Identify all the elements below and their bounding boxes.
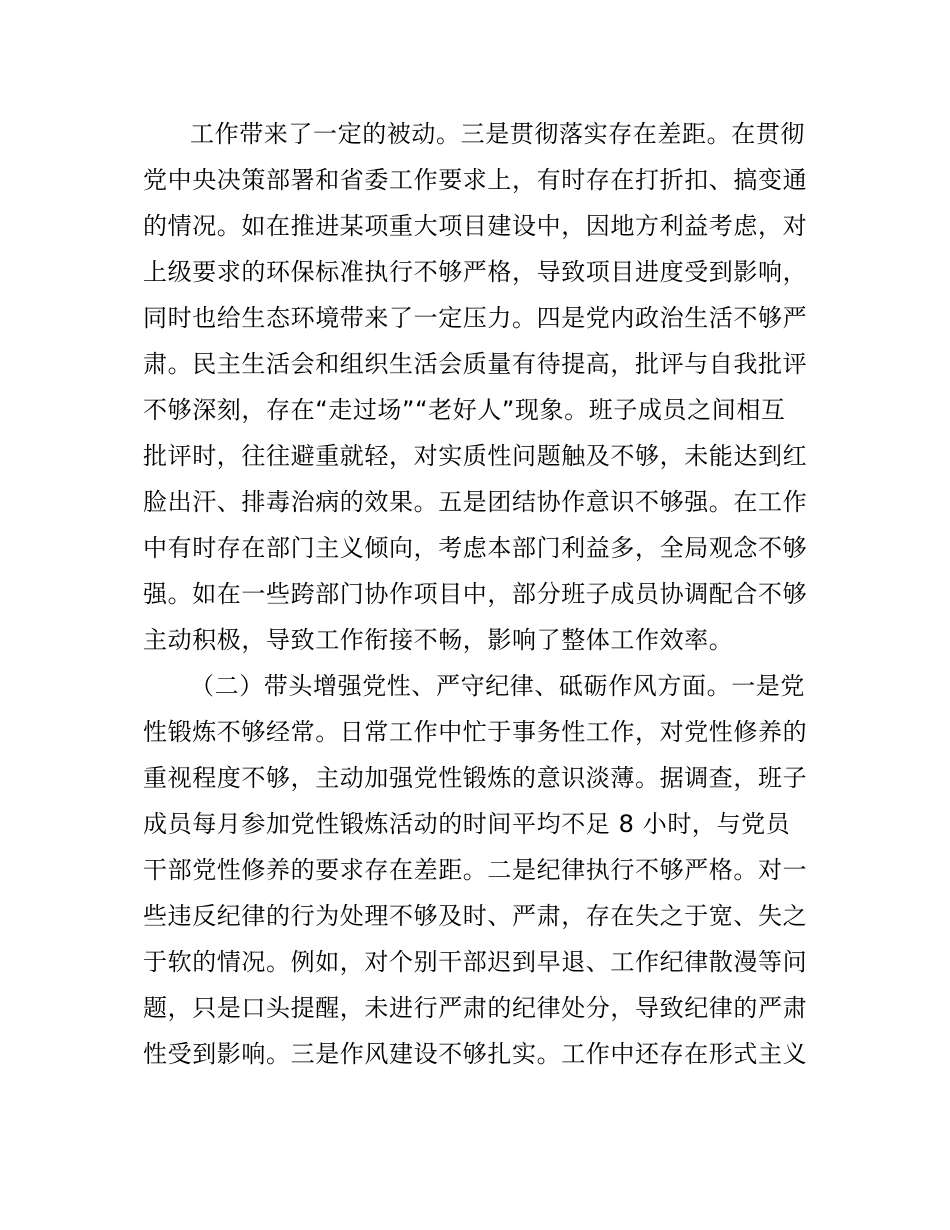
paragraph-line: 重视程度不够，主动加强党性锻炼的意识淡薄。据调查，班子 [143, 764, 808, 792]
paragraph-line: 工作带来了一定的被动。三是贯彻落实存在差距。在贯彻 [190, 120, 805, 148]
paragraph-line: 成员每月参加党性锻炼活动的时间平均不足 8 小时，与党员 [143, 810, 791, 838]
paragraph-line: 中有时存在部门主义倾向，考虑本部门利益多，全局观念不够 [143, 534, 808, 562]
paragraph-line: 批评时，往往避重就轻，对实质性问题触及不够，未能达到红 [143, 442, 808, 470]
paragraph-line: 题，只是口头提醒，未进行严肃的纪律处分，导致纪律的严肃 [143, 994, 808, 1022]
paragraph-line: 脸出汗、排毒治病的效果。五是团结协作意识不够强。在工作 [143, 488, 808, 516]
paragraph-line: 强。如在一些跨部门协作项目中，部分班子成员协调配合不够 [143, 580, 808, 608]
paragraph-line: 同时也给生态环境带来了一定压力。四是党内政治生活不够严 [143, 304, 808, 332]
section-heading-line: （二）带头增强党性、严守纪律、砥砺作风方面。一是党 [190, 672, 805, 700]
paragraph-line: 些违反纪律的行为处理不够及时、严肃，存在失之于宽、失之 [143, 902, 808, 930]
paragraph-line: 主动积极，导致工作衔接不畅，影响了整体工作效率。 [143, 626, 734, 654]
paragraph-line: 性受到影响。三是作风建设不够扎实。工作中还存在形式主义 [143, 1040, 808, 1068]
paragraph-line: 上级要求的环保标准执行不够严格，导致项目进度受到影响， [143, 258, 808, 286]
paragraph-line: 的情况。如在推进某项重大项目建设中，因地方利益考虑，对 [143, 212, 808, 240]
paragraph-line: 干部党性修养的要求存在差距。二是纪律执行不够严格。对一 [143, 856, 808, 884]
paragraph-line: 于软的情况。例如，对个别干部迟到早退、工作纪律散漫等问 [143, 948, 808, 976]
paragraph-line: 性锻炼不够经常。日常工作中忙于事务性工作，对党性修养的 [143, 718, 808, 746]
paragraph-line: 党中央决策部署和省委工作要求上，有时存在打折扣、搞变通 [143, 166, 808, 194]
paragraph-line: 不够深刻，存在“走过场”“老好人”现象。班子成员之间相互 [143, 396, 786, 424]
paragraph-line: 肃。民主生活会和组织生活会质量有待提高，批评与自我批评 [143, 350, 808, 378]
